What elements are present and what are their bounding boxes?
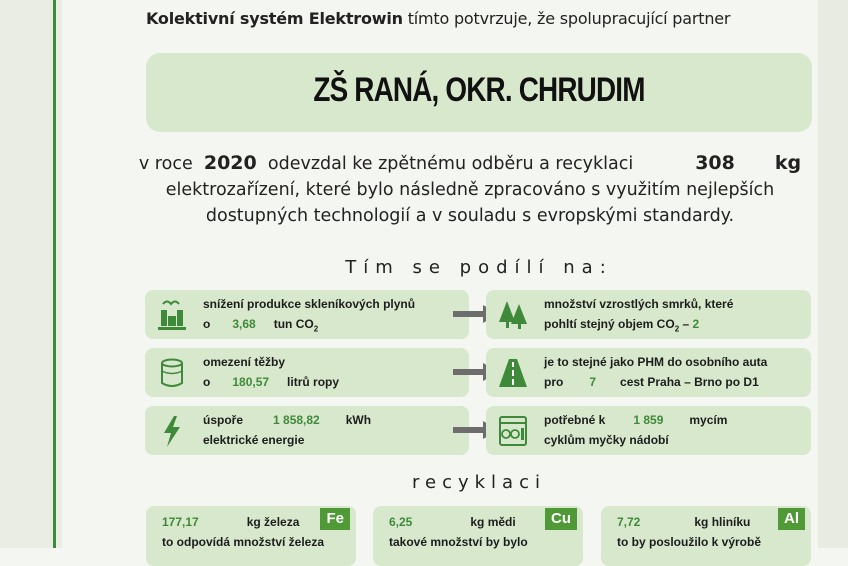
barrel-icon: [155, 356, 189, 390]
iron-value-line: [162, 515, 299, 529]
partner-name: ZŠ RANÁ, OKR. CHRUDIM: [313, 71, 645, 109]
emissions-value: 3,68: [232, 317, 256, 331]
oil-label: omezení těžby: [203, 355, 286, 369]
recycling-card-iron: [146, 506, 356, 566]
statement-line-2: elektrozařízení, které bylo následně zpracováno s využitím nejlepších: [165, 180, 775, 200]
trees-dash: –: [679, 317, 693, 331]
trees-label: množství vzrostlých smrků, které: [544, 297, 734, 311]
copper-badge: Cu: [545, 508, 577, 530]
impact-card-oil: [145, 348, 469, 397]
aluminium-unit: kg hliníku: [694, 515, 751, 529]
dishwasher-value-line: [544, 413, 727, 427]
energy-unit: kWh: [345, 413, 372, 427]
impact-card-emissions: [145, 290, 469, 339]
trees-value: 2: [692, 317, 700, 331]
recycling-card-copper: [373, 506, 583, 566]
trees-icon: [496, 298, 530, 332]
statement-middle: odevzdal ke zpětnému odběru a recyklaci: [267, 154, 634, 174]
aluminium-badge: Al: [778, 508, 805, 530]
dishwasher-label: potřebné k: [544, 413, 606, 427]
copper-unit: kg mědi: [470, 515, 516, 529]
copper-value: 6,25: [389, 515, 413, 529]
impact-card-dishwasher: [486, 406, 811, 455]
iron-unit: kg železa: [246, 515, 300, 529]
fuel-prefix: pro: [544, 375, 564, 389]
emissions-prefix: o: [203, 317, 211, 331]
org-name: Kolektivní systém Elektrowin: [146, 9, 403, 28]
left-decor-strip: [0, 0, 62, 548]
oil-prefix: o: [203, 375, 211, 389]
partner-box: [146, 53, 812, 132]
aluminium-value: 7,72: [617, 515, 641, 529]
lightning-icon: [155, 414, 189, 448]
trees-label-2: pohltí stejný objem CO: [544, 317, 675, 331]
factory-icon: [155, 298, 189, 332]
emissions-label: snížení produkce skleníkových plynů: [203, 297, 416, 311]
highway-icon: [496, 356, 530, 390]
intro-text: [146, 9, 826, 28]
statement-line-1: [120, 152, 820, 174]
intro-rest: tímto potvrzuje, že spolupracující partner: [402, 9, 731, 28]
fuel-unit: cest Praha – Brno po D1: [620, 375, 759, 389]
recycling-title: recyklaci: [412, 472, 546, 493]
statement-prefix: v roce: [138, 154, 193, 174]
dishwasher-value: 1 859: [633, 413, 664, 427]
statement-line-3: dostupných technologií a v souladu s evropskými standardy.: [205, 206, 735, 226]
impact-title: Tím se podílí na:: [345, 257, 613, 278]
right-decor-strip: [818, 0, 848, 548]
impact-card-fuel: [486, 348, 811, 397]
emissions-unit: tun CO: [273, 317, 314, 331]
energy-label: úspoře: [203, 413, 244, 427]
recycling-card-aluminium: [601, 506, 811, 566]
emissions-unit-sub: 2: [313, 324, 319, 334]
impact-card-energy: [145, 406, 469, 455]
copper-value-line: [389, 515, 516, 529]
oil-unit: litrů ropy: [287, 375, 340, 389]
statement-weight: 308: [695, 152, 735, 174]
energy-value-line: [203, 413, 371, 427]
dishwasher-label-2: cyklům myčky nádobí: [544, 433, 669, 447]
iron-text: to odpovídá množství železa: [162, 535, 325, 549]
statement-weight-unit: kg: [774, 152, 802, 174]
fuel-label: je to stejné jako PHM do osobního auta: [544, 355, 768, 369]
energy-label-2: elektrické energie: [203, 433, 305, 447]
fuel-value: 7: [589, 375, 597, 389]
emissions-value-line: [203, 317, 318, 333]
trees-value-line: [544, 317, 699, 333]
copper-text: takové množství by bylo: [389, 535, 528, 549]
dishwasher-icon: [496, 414, 530, 448]
left-border-line: [53, 0, 56, 548]
oil-value-line: [203, 375, 339, 389]
trees-sub: 2: [674, 324, 680, 334]
fuel-value-line: [544, 375, 759, 389]
aluminium-text: to by posloužilo k výrobě: [617, 535, 762, 549]
statement-year: 2020: [203, 152, 257, 174]
impact-card-trees: [486, 290, 811, 339]
iron-badge: Fe: [320, 508, 350, 530]
dishwasher-unit: mycím: [689, 413, 728, 427]
energy-value: 1 858,82: [273, 413, 320, 427]
iron-value: 177,17: [162, 515, 199, 529]
oil-value: 180,57: [232, 375, 270, 389]
aluminium-value-line: [617, 515, 750, 529]
